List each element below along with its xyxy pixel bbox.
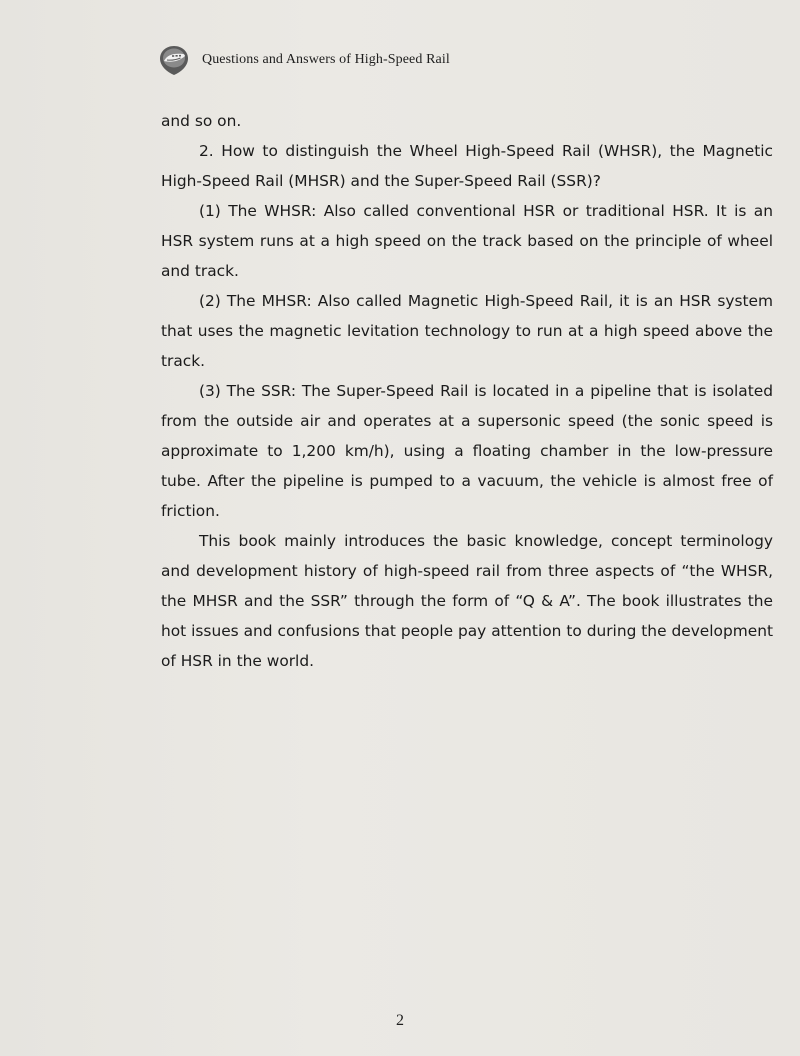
paragraph-whsr: (1) The WHSR: Also called conventional HSR or traditional HSR. It is an HSR system runs at a high speed on the track based on the principle of wheel and track. bbox=[161, 202, 773, 280]
paragraph-question-2: 2. How to distinguish the Wheel High-Speed Rail (WHSR), the Magnetic High-Speed Rail (MHSR) and the Super-Speed Rail (SSR)? bbox=[161, 142, 773, 190]
paragraph-mhsr: (2) The MHSR: Also called Magnetic High-Speed Rail, it is an HSR system that uses the magnetic levitation technology to run at a high speed above the track. bbox=[161, 292, 773, 370]
body-text bbox=[161, 106, 773, 676]
paragraph-continuation: and so on. bbox=[161, 112, 242, 130]
paragraph-book-intro: This book mainly introduces the basic knowledge, concept terminology and development history of high-speed rail from three aspects of “the WHSR, the MHSR and the SSR” through the form of “Q & A”. The book illustrates the hot issues and confusions that people pay attention to during the development of HSR in the world. bbox=[161, 532, 773, 670]
paragraph-ssr: (3) The SSR: The Super-Speed Rail is located in a pipeline that is isolated from the outside air and operates at a supersonic speed (the sonic speed is approximate to 1,200 km/h), using a floating chamber in the low-pressure tube. After the pipeline is pumped to a vacuum, the vehicle is almost free of friction. bbox=[161, 382, 773, 520]
high-speed-train-badge-icon bbox=[158, 44, 190, 76]
running-header-title: Questions and Answers of High-Speed Rail bbox=[202, 52, 450, 67]
page-number: 2 bbox=[396, 1012, 404, 1029]
running-header bbox=[158, 44, 450, 76]
